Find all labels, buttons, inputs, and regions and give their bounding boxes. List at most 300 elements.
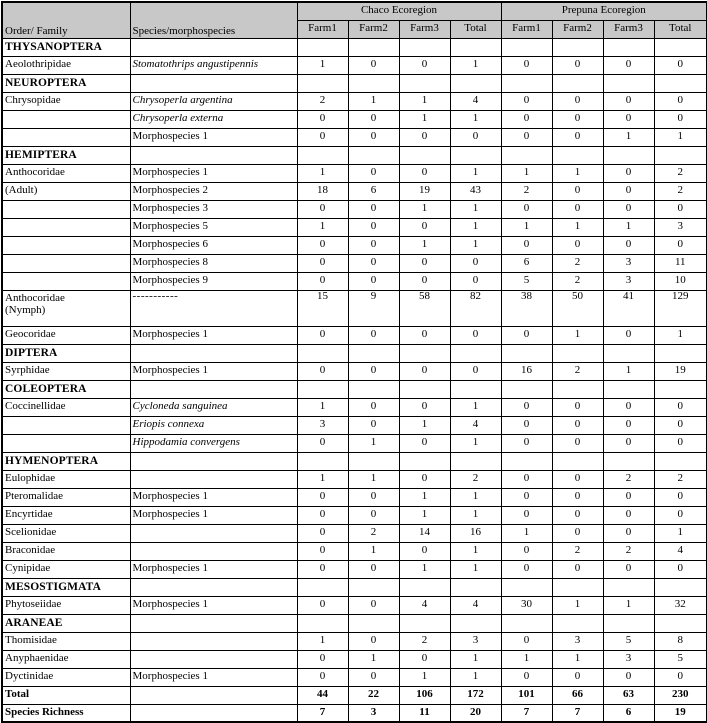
value-cell-chaco-farm2: 6 [348, 182, 399, 200]
value-cell-chaco-farm2: 0 [348, 596, 399, 614]
value-cell-chaco-farm2: 0 [348, 56, 399, 74]
table-row [2, 182, 707, 200]
value-cell-prepuna-total: 1 [654, 128, 707, 146]
value-cell-prepuna-farm1: 0 [501, 434, 552, 452]
order-heading-row [2, 452, 707, 470]
order-name-cell: HEMIPTERA [2, 146, 130, 164]
value-cell-chaco-farm1: 0 [297, 254, 348, 272]
value-cell-chaco-farm3: 0 [399, 56, 450, 74]
value-cell-chaco-farm1: 0 [297, 506, 348, 524]
family-name-cell [2, 416, 130, 434]
value-cell-prepuna-farm1: 1 [501, 164, 552, 182]
order-name-cell: COLEOPTERA [2, 380, 130, 398]
value-cell-chaco-total: 43 [450, 182, 501, 200]
value-cell-prepuna-farm2: 0 [552, 488, 603, 506]
value-cell-prepuna-farm1: 0 [501, 470, 552, 488]
value-cell-chaco-farm1: 3 [297, 416, 348, 434]
value-cell-chaco-total: 1 [450, 506, 501, 524]
value-cell-chaco-farm2: 0 [348, 362, 399, 380]
value-cell-chaco-farm3: 0 [399, 164, 450, 182]
value-cell-chaco-farm1: 1 [297, 470, 348, 488]
value-cell-prepuna-total: 0 [654, 668, 707, 686]
species-name-cell [130, 146, 297, 164]
value-cell-chaco-farm1: 0 [297, 362, 348, 380]
family-name-cell: Eulophidae [2, 470, 130, 488]
order-heading-row [2, 344, 707, 362]
value-cell-prepuna-farm3: 3 [603, 272, 654, 290]
value-cell-prepuna-farm3: 1 [603, 596, 654, 614]
family-name-cell: Braconidae [2, 542, 130, 560]
value-cell-prepuna-farm3: 0 [603, 56, 654, 74]
value-cell-chaco-farm2: 1 [348, 92, 399, 110]
value-cell-chaco-total: 1 [450, 200, 501, 218]
species-name-cell [130, 38, 297, 56]
value-cell-prepuna-farm2: 3 [552, 632, 603, 650]
value-cell-prepuna-farm1 [501, 38, 552, 56]
table-row [2, 416, 707, 434]
value-cell-prepuna-farm2 [552, 146, 603, 164]
value-cell-chaco-farm3: 0 [399, 470, 450, 488]
value-cell-chaco-farm3 [399, 74, 450, 92]
value-cell-prepuna-farm3: 1 [603, 362, 654, 380]
value-cell-chaco-farm1: 0 [297, 200, 348, 218]
order-heading-row [2, 380, 707, 398]
table-row [2, 488, 707, 506]
family-name-cell: Coccinellidae [2, 398, 130, 416]
value-cell-prepuna-farm2: 2 [552, 272, 603, 290]
value-cell-chaco-farm2 [348, 38, 399, 56]
value-cell-prepuna-total: 8 [654, 632, 707, 650]
value-cell-prepuna-farm3: 0 [603, 488, 654, 506]
family-name-cell: Anyphaenidae [2, 650, 130, 668]
value-cell-chaco-farm3: 1 [399, 92, 450, 110]
value-cell-chaco-total [450, 380, 501, 398]
value-cell-chaco-farm3: 1 [399, 110, 450, 128]
value-cell-chaco-farm3: 2 [399, 632, 450, 650]
value-cell-chaco-farm1: 7 [297, 704, 348, 722]
value-cell-chaco-total: 0 [450, 272, 501, 290]
value-cell-prepuna-farm3: 0 [603, 110, 654, 128]
value-cell-chaco-farm3: 0 [399, 398, 450, 416]
value-cell-prepuna-farm2: 0 [552, 506, 603, 524]
value-cell-chaco-total: 20 [450, 704, 501, 722]
value-cell-prepuna-farm2: 0 [552, 470, 603, 488]
order-heading-row [2, 614, 707, 632]
value-cell-chaco-farm2: 2 [348, 524, 399, 542]
value-cell-prepuna-farm2: 0 [552, 110, 603, 128]
value-cell-prepuna-farm1: 0 [501, 542, 552, 560]
value-cell-prepuna-farm1: 5 [501, 272, 552, 290]
value-cell-chaco-farm1: 0 [297, 272, 348, 290]
value-cell-prepuna-farm2: 1 [552, 218, 603, 236]
value-cell-chaco-farm1 [297, 380, 348, 398]
value-cell-chaco-farm1 [297, 146, 348, 164]
header-prepuna-farm1: Farm1 [501, 20, 552, 38]
order-heading-row [2, 74, 707, 92]
value-cell-chaco-farm1 [297, 74, 348, 92]
value-cell-prepuna-farm1: 0 [501, 56, 552, 74]
value-cell-prepuna-farm2: 7 [552, 704, 603, 722]
value-cell-chaco-farm3: 0 [399, 326, 450, 344]
table-row [2, 200, 707, 218]
value-cell-chaco-farm1: 1 [297, 164, 348, 182]
family-name-cell [2, 434, 130, 452]
table-row [2, 290, 707, 326]
value-cell-chaco-farm1: 0 [297, 560, 348, 578]
table-container [0, 1, 707, 722]
value-cell-prepuna-farm2 [552, 38, 603, 56]
family-name-cell [2, 236, 130, 254]
insect-survey-table [1, 1, 707, 723]
value-cell-chaco-farm3: 1 [399, 236, 450, 254]
value-cell-chaco-total [450, 614, 501, 632]
value-cell-chaco-farm1: 2 [297, 92, 348, 110]
species-name-cell: Chrysoperla argentina [130, 92, 297, 110]
species-name-cell [130, 74, 297, 92]
value-cell-prepuna-total: 230 [654, 686, 707, 704]
table-body [2, 38, 707, 722]
value-cell-chaco-farm1: 0 [297, 434, 348, 452]
table-row [2, 650, 707, 668]
value-cell-chaco-farm1: 0 [297, 524, 348, 542]
value-cell-chaco-farm2: 1 [348, 434, 399, 452]
species-name-cell: Morphospecies 2 [130, 182, 297, 200]
value-cell-prepuna-farm1 [501, 74, 552, 92]
value-cell-chaco-total: 0 [450, 128, 501, 146]
value-cell-prepuna-farm3: 1 [603, 218, 654, 236]
value-cell-chaco-farm3 [399, 578, 450, 596]
value-cell-chaco-farm3: 0 [399, 362, 450, 380]
value-cell-prepuna-farm3: 0 [603, 524, 654, 542]
species-name-cell [130, 614, 297, 632]
value-cell-prepuna-farm1: 1 [501, 218, 552, 236]
value-cell-prepuna-total: 2 [654, 470, 707, 488]
value-cell-chaco-farm1: 0 [297, 650, 348, 668]
order-name-cell: NEUROPTERA [2, 74, 130, 92]
value-cell-chaco-total: 1 [450, 560, 501, 578]
value-cell-chaco-farm2: 0 [348, 560, 399, 578]
table-row [2, 164, 707, 182]
header-prepuna-farm3: Farm3 [603, 20, 654, 38]
value-cell-chaco-farm3: 1 [399, 668, 450, 686]
value-cell-prepuna-farm2: 0 [552, 524, 603, 542]
value-cell-chaco-total [450, 38, 501, 56]
value-cell-chaco-farm3: 0 [399, 272, 450, 290]
value-cell-prepuna-farm1: 0 [501, 488, 552, 506]
species-name-cell: Morphospecies 9 [130, 272, 297, 290]
value-cell-prepuna-total: 0 [654, 488, 707, 506]
value-cell-prepuna-farm2: 0 [552, 560, 603, 578]
value-cell-prepuna-farm3 [603, 38, 654, 56]
value-cell-chaco-total: 2 [450, 470, 501, 488]
table-row [2, 524, 707, 542]
value-cell-chaco-farm1 [297, 344, 348, 362]
header-chaco-farm2: Farm2 [348, 20, 399, 38]
value-cell-chaco-farm2 [348, 380, 399, 398]
family-name-cell [2, 110, 130, 128]
value-cell-chaco-farm3 [399, 344, 450, 362]
summary-label-cell: Species Richness [2, 704, 130, 722]
table-row [2, 254, 707, 272]
value-cell-chaco-total: 0 [450, 362, 501, 380]
family-name-cell: Dyctinidae [2, 668, 130, 686]
value-cell-prepuna-total: 32 [654, 596, 707, 614]
value-cell-prepuna-total: 0 [654, 200, 707, 218]
value-cell-chaco-farm3: 19 [399, 182, 450, 200]
species-name-cell: Morphospecies 1 [130, 164, 297, 182]
value-cell-chaco-farm2: 0 [348, 164, 399, 182]
family-name-cell: Cynipidae [2, 560, 130, 578]
value-cell-prepuna-farm2: 0 [552, 92, 603, 110]
order-name-cell: ARANEAE [2, 614, 130, 632]
header-chaco-ecoregion: Chaco Ecoregion [297, 2, 501, 20]
value-cell-prepuna-total: 0 [654, 110, 707, 128]
order-heading-row [2, 578, 707, 596]
value-cell-chaco-farm3 [399, 38, 450, 56]
value-cell-chaco-farm3 [399, 614, 450, 632]
value-cell-chaco-total: 1 [450, 434, 501, 452]
value-cell-prepuna-farm3: 0 [603, 560, 654, 578]
value-cell-chaco-farm2: 0 [348, 218, 399, 236]
value-cell-chaco-farm2: 0 [348, 416, 399, 434]
value-cell-prepuna-farm3: 0 [603, 668, 654, 686]
value-cell-chaco-farm1: 1 [297, 218, 348, 236]
value-cell-chaco-farm1 [297, 452, 348, 470]
value-cell-prepuna-farm3: 0 [603, 398, 654, 416]
species-name-cell [130, 686, 297, 704]
value-cell-prepuna-farm2: 1 [552, 326, 603, 344]
value-cell-chaco-farm3: 0 [399, 218, 450, 236]
value-cell-chaco-farm1: 1 [297, 632, 348, 650]
species-name-cell: Stomatothrips angustipennis [130, 56, 297, 74]
value-cell-prepuna-farm1: 0 [501, 398, 552, 416]
value-cell-chaco-farm2 [348, 578, 399, 596]
value-cell-prepuna-farm3: 2 [603, 542, 654, 560]
value-cell-prepuna-farm1: 16 [501, 362, 552, 380]
header-species: Species/morphospecies [130, 2, 297, 38]
value-cell-prepuna-farm1: 0 [501, 560, 552, 578]
table-row [2, 668, 707, 686]
value-cell-prepuna-farm3 [603, 344, 654, 362]
value-cell-chaco-farm3 [399, 380, 450, 398]
species-richness-row [2, 704, 707, 722]
family-name-cell [2, 200, 130, 218]
value-cell-prepuna-total [654, 38, 707, 56]
value-cell-chaco-farm1: 15 [297, 290, 348, 326]
order-name-cell: HYMENOPTERA [2, 452, 130, 470]
value-cell-chaco-farm1 [297, 38, 348, 56]
value-cell-chaco-farm2: 0 [348, 632, 399, 650]
value-cell-prepuna-farm1 [501, 344, 552, 362]
value-cell-chaco-farm3: 0 [399, 254, 450, 272]
family-name-line: Anthocoridae [5, 291, 65, 304]
value-cell-prepuna-farm3: 0 [603, 236, 654, 254]
value-cell-chaco-farm3: 58 [399, 290, 450, 326]
header-prepuna-farm2: Farm2 [552, 20, 603, 38]
species-name-cell: Morphospecies 1 [130, 506, 297, 524]
value-cell-prepuna-farm1: 38 [501, 290, 552, 326]
species-name-cell [130, 704, 297, 722]
value-cell-prepuna-total: 0 [654, 506, 707, 524]
family-name-cell [2, 290, 130, 326]
family-name-cell: Scelionidae [2, 524, 130, 542]
header-chaco-farm1: Farm1 [297, 20, 348, 38]
value-cell-prepuna-farm3 [603, 614, 654, 632]
family-name-cell: Chrysopidae [2, 92, 130, 110]
value-cell-prepuna-total: 0 [654, 92, 707, 110]
value-cell-prepuna-total [654, 146, 707, 164]
value-cell-prepuna-farm1: 6 [501, 254, 552, 272]
species-name-cell [130, 578, 297, 596]
value-cell-prepuna-farm1 [501, 380, 552, 398]
value-cell-chaco-farm2: 0 [348, 128, 399, 146]
value-cell-prepuna-farm3 [603, 146, 654, 164]
value-cell-prepuna-farm1: 0 [501, 632, 552, 650]
value-cell-prepuna-farm1: 1 [501, 524, 552, 542]
value-cell-chaco-farm3 [399, 146, 450, 164]
table-row [2, 56, 707, 74]
value-cell-chaco-total: 1 [450, 668, 501, 686]
value-cell-prepuna-total: 0 [654, 398, 707, 416]
value-cell-prepuna-farm2: 66 [552, 686, 603, 704]
value-cell-prepuna-farm2 [552, 452, 603, 470]
value-cell-prepuna-total [654, 74, 707, 92]
value-cell-prepuna-farm3 [603, 452, 654, 470]
value-cell-prepuna-total: 0 [654, 434, 707, 452]
value-cell-prepuna-total [654, 578, 707, 596]
value-cell-chaco-farm3: 0 [399, 434, 450, 452]
value-cell-chaco-farm2: 22 [348, 686, 399, 704]
value-cell-chaco-farm2: 0 [348, 488, 399, 506]
value-cell-prepuna-farm2 [552, 380, 603, 398]
value-cell-prepuna-farm3: 0 [603, 506, 654, 524]
value-cell-prepuna-farm3: 5 [603, 632, 654, 650]
header-chaco-total: Total [450, 20, 501, 38]
species-name-cell: Morphospecies 1 [130, 668, 297, 686]
value-cell-prepuna-farm1: 0 [501, 128, 552, 146]
family-name-line: (Nymph) [5, 303, 46, 316]
species-name-cell: Morphospecies 1 [130, 596, 297, 614]
value-cell-chaco-farm1: 18 [297, 182, 348, 200]
value-cell-chaco-farm3: 1 [399, 200, 450, 218]
value-cell-chaco-farm2 [348, 74, 399, 92]
value-cell-prepuna-farm3: 0 [603, 182, 654, 200]
value-cell-prepuna-farm2: 0 [552, 434, 603, 452]
value-cell-chaco-total [450, 452, 501, 470]
value-cell-chaco-farm3 [399, 452, 450, 470]
value-cell-chaco-farm3: 0 [399, 650, 450, 668]
value-cell-chaco-farm1: 0 [297, 128, 348, 146]
value-cell-prepuna-farm3: 0 [603, 326, 654, 344]
value-cell-prepuna-farm3: 6 [603, 704, 654, 722]
value-cell-chaco-farm2: 0 [348, 200, 399, 218]
order-name-cell: DIPTERA [2, 344, 130, 362]
value-cell-prepuna-farm1: 30 [501, 596, 552, 614]
value-cell-prepuna-total: 10 [654, 272, 707, 290]
summary-label-cell: Total [2, 686, 130, 704]
table-row [2, 470, 707, 488]
value-cell-chaco-farm1 [297, 614, 348, 632]
value-cell-prepuna-farm1: 2 [501, 182, 552, 200]
family-name-cell [2, 128, 130, 146]
value-cell-prepuna-farm2: 1 [552, 596, 603, 614]
value-cell-chaco-total: 0 [450, 326, 501, 344]
table-row [2, 128, 707, 146]
value-cell-prepuna-total: 0 [654, 236, 707, 254]
family-name-cell: Geocoridae [2, 326, 130, 344]
value-cell-prepuna-farm3: 3 [603, 254, 654, 272]
family-name-cell: Anthocoridae [2, 164, 130, 182]
value-cell-prepuna-farm1: 0 [501, 200, 552, 218]
value-cell-prepuna-total: 4 [654, 542, 707, 560]
value-cell-prepuna-total: 3 [654, 218, 707, 236]
table-row [2, 560, 707, 578]
value-cell-prepuna-farm2 [552, 74, 603, 92]
table-row [2, 92, 707, 110]
value-cell-prepuna-farm2: 0 [552, 182, 603, 200]
species-name-cell: Morphospecies 8 [130, 254, 297, 272]
species-name-cell: Morphospecies 1 [130, 326, 297, 344]
family-name-cell [2, 218, 130, 236]
species-name-cell [130, 380, 297, 398]
species-name-cell [130, 524, 297, 542]
species-name-cell: ----------- [130, 290, 297, 326]
header-chaco-farm3: Farm3 [399, 20, 450, 38]
value-cell-prepuna-farm1: 0 [501, 506, 552, 524]
family-name-cell: Phytoseiidae [2, 596, 130, 614]
value-cell-prepuna-total [654, 380, 707, 398]
value-cell-prepuna-farm2 [552, 344, 603, 362]
value-cell-chaco-farm2: 0 [348, 398, 399, 416]
value-cell-chaco-farm1 [297, 578, 348, 596]
value-cell-prepuna-farm2: 0 [552, 416, 603, 434]
value-cell-chaco-total [450, 146, 501, 164]
value-cell-chaco-farm1: 0 [297, 326, 348, 344]
family-name-cell: Encyrtidae [2, 506, 130, 524]
order-heading-row [2, 146, 707, 164]
value-cell-chaco-total: 82 [450, 290, 501, 326]
value-cell-prepuna-farm3: 0 [603, 200, 654, 218]
value-cell-prepuna-farm2: 0 [552, 56, 603, 74]
table-row [2, 506, 707, 524]
value-cell-prepuna-farm2: 0 [552, 200, 603, 218]
species-name-cell: Cycloneda sanguinea [130, 398, 297, 416]
species-name-cell: Morphospecies 1 [130, 488, 297, 506]
value-cell-chaco-total [450, 344, 501, 362]
value-cell-chaco-farm2 [348, 614, 399, 632]
value-cell-chaco-farm2: 0 [348, 254, 399, 272]
species-name-cell [130, 470, 297, 488]
value-cell-chaco-total: 0 [450, 254, 501, 272]
value-cell-prepuna-farm1: 0 [501, 416, 552, 434]
species-name-cell: Morphospecies 1 [130, 362, 297, 380]
value-cell-prepuna-farm1: 7 [501, 704, 552, 722]
value-cell-prepuna-total [654, 452, 707, 470]
value-cell-chaco-farm3: 0 [399, 542, 450, 560]
species-name-cell: Morphospecies 5 [130, 218, 297, 236]
value-cell-chaco-farm2: 0 [348, 326, 399, 344]
value-cell-chaco-farm2: 3 [348, 704, 399, 722]
value-cell-prepuna-farm1: 0 [501, 236, 552, 254]
value-cell-prepuna-farm3: 0 [603, 164, 654, 182]
value-cell-prepuna-farm2 [552, 614, 603, 632]
value-cell-chaco-farm3: 106 [399, 686, 450, 704]
value-cell-chaco-farm1: 0 [297, 488, 348, 506]
value-cell-chaco-farm2 [348, 344, 399, 362]
family-name-cell [2, 254, 130, 272]
table-row [2, 110, 707, 128]
value-cell-prepuna-farm1 [501, 614, 552, 632]
